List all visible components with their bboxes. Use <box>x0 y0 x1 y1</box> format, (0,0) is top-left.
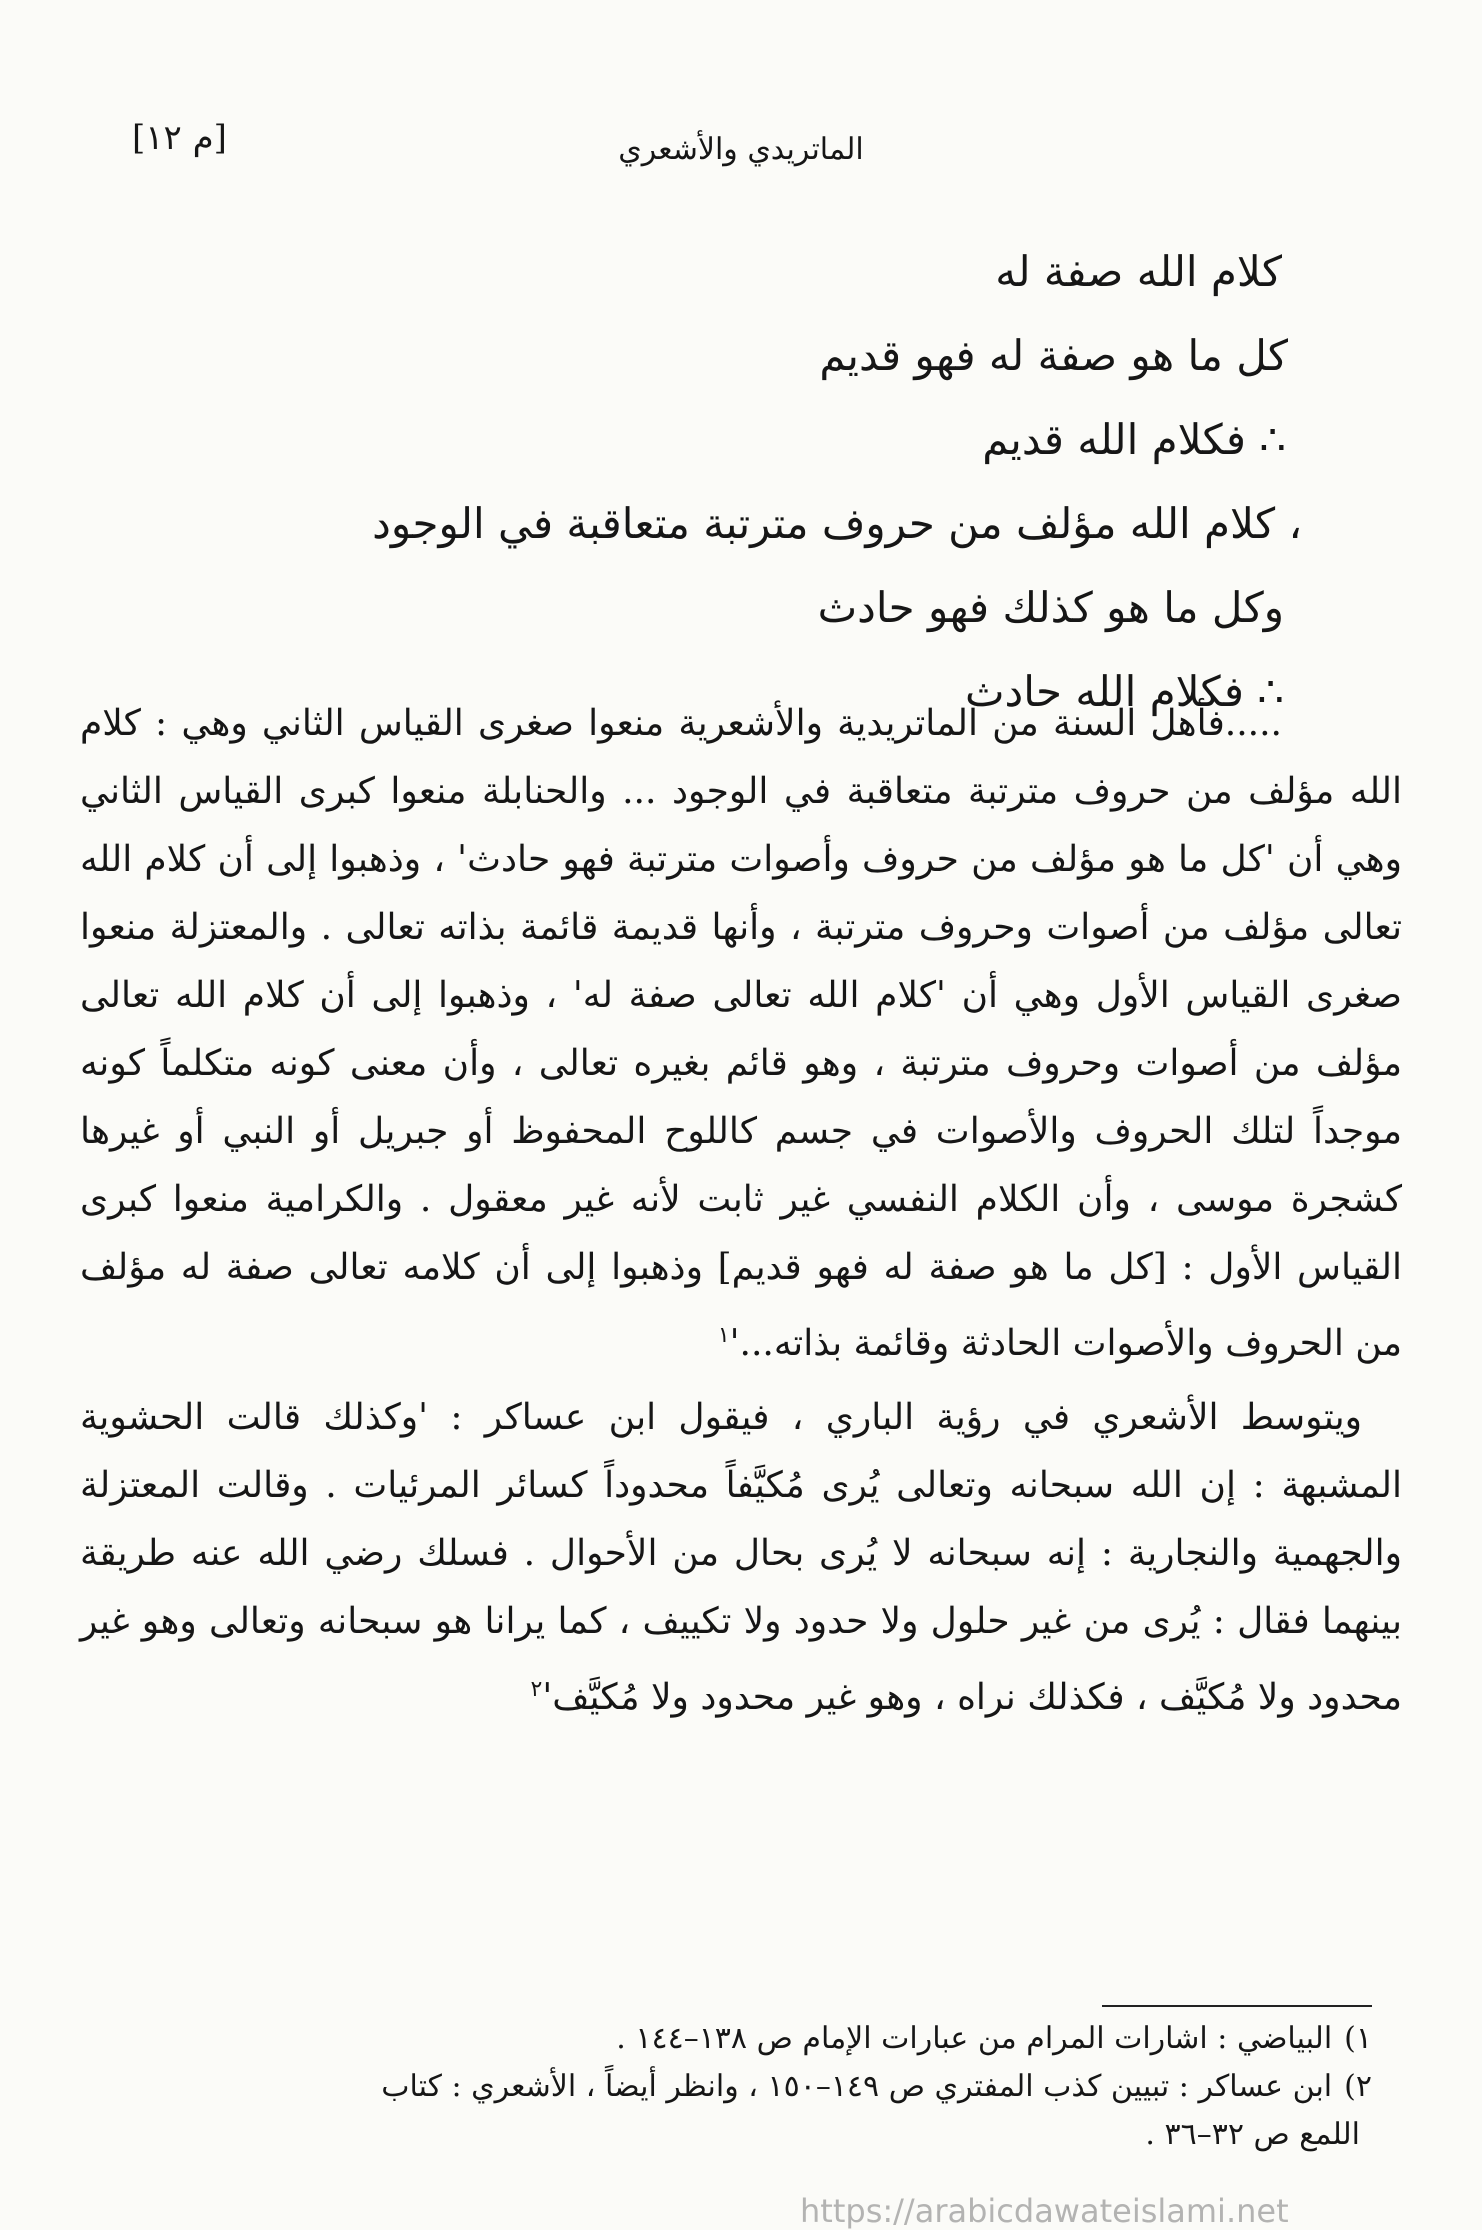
syllogism-line: ∴ فكلام الله حادث <box>965 667 1284 716</box>
syllogism-line: كلام الله صفة له <box>995 247 1282 296</box>
body-text <box>80 690 1402 1732</box>
footnote-number: ٢) <box>1344 2069 1372 2104</box>
syllogism-line: وكل ما هو كذلك فهو حادث <box>817 583 1284 632</box>
syllogism-block <box>190 230 1302 734</box>
footnote-text: ابن عساكر : تبيين كذب المفتري ص ١٤٩–١٥٠ ، وانظر أيضاً ، الأشعري : كتاب <box>381 2069 1333 2104</box>
syllogism-line: كل ما هو صفة له فهو قديم <box>819 331 1288 380</box>
footnote <box>60 2111 1372 2159</box>
syllogism-line: ∴ فكلام الله قديم <box>982 415 1286 464</box>
syllogism-line: ، كلام الله مؤلف من حروف مترتبة متعاقبة في الوجود <box>372 499 1302 548</box>
footnotes <box>60 2015 1372 2159</box>
footnote-number: ١) <box>1344 2021 1372 2056</box>
footnote-ref: ٢ <box>530 1677 543 1702</box>
footnote-text: اللمع ص ٣٢–٣٦ . <box>1145 2117 1360 2152</box>
footnote-divider <box>1102 2005 1372 2007</box>
footnote <box>60 2015 1372 2063</box>
watermark-url: https://arabicdawateislami.net <box>800 2192 1289 2230</box>
running-title: الماتريدي والأشعري <box>618 132 864 167</box>
page-header <box>120 110 1362 180</box>
paragraph-text: .....فأهل السنة من الماتريدية والأشعرية منعوا صغرى القياس الثاني وهي : كلام الله مؤلف من حروف مترتبة متعاقبة في الوجود ... والحنابلة منعوا كبرى القياس الثاني وهي أن 'كل ما هو مؤلف من حروف وأصوات مترتبة فهو حادث' ، وذهبوا إلى أن كلام الله تعالى مؤلف من أصوات وحروف مترتبة ، وأنها قديمة قائمة بذاته تعالى . والمعتزلة منعوا صغرى القياس الأول وهي أن 'كلام الله تعالى صفة له' ، وذهبوا إلى أن كلام الله تعالى مؤلف من أصوات وحروف مترتبة ، وهو قائم بغيره تعالى ، وأن معنى كونه متكلماً كونه موجداً لتلك الحروف والأصوات في جسم كاللوح المحفوظ أو جبريل أو النبي أو غيرها كشجرة موسى ، وأن الكلام النفسي غير ثابت لأنه غير معقول . والكرامية منعوا كبرى القياس الأول : [كل ما هو صفة له فهو قديم] وذهبوا إلى أن كلامه تعالى صفة له مؤلف من الحروف والأصوات الحادثة وقائمة بذاته...' <box>80 703 1402 1364</box>
paragraph <box>80 1384 1402 1732</box>
footnote-text: البياضي : اشارات المرام من عبارات الإمام ص ١٣٨–١٤٤ . <box>616 2021 1333 2056</box>
paragraph <box>80 690 1402 1378</box>
paragraph-text: ويتوسط الأشعري في رؤية الباري ، فيقول ابن عساكر : 'وكذلك قالت الحشوية المشبهة : إن الله سبحانه وتعالى يُرى مُكيَّفاً محدوداً كسائر المرئيات . وقالت المعتزلة والجهمية والنجارية : إنه سبحانه لا يُرى بحال من الأحوال . فسلك رضي الله عنه طريقة بينهما فقال : يُرى من غير حلول ولا حدود ولا تكييف ، كما يرانا هو سبحانه وتعالى وهو غير محدود ولا مُكيَّف ، فكذلك نراه ، وهو غير محدود ولا مُكيَّف' <box>80 1397 1403 1718</box>
footnote <box>60 2063 1372 2111</box>
page-number: [م ١٢] <box>132 118 227 158</box>
footnote-ref: ١ <box>717 1323 730 1348</box>
